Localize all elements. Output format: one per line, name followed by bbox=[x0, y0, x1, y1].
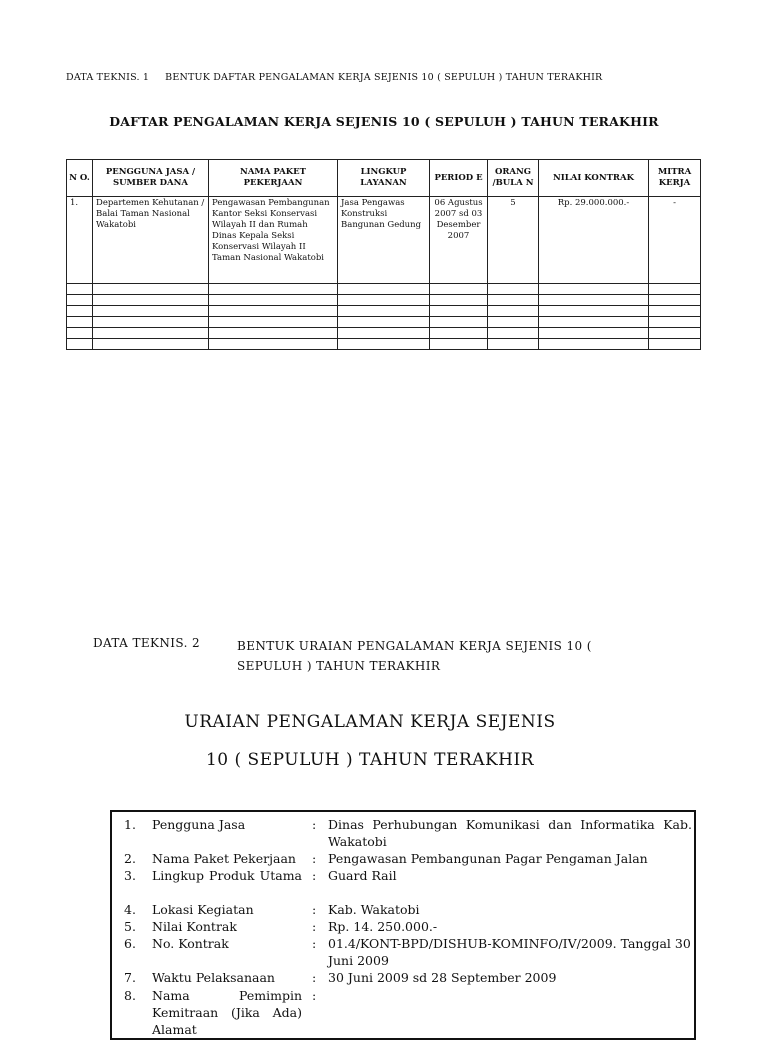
empty-row bbox=[67, 339, 701, 350]
item-number: 3. bbox=[124, 868, 136, 883]
item-label: Lokasi Kegiatan bbox=[152, 902, 254, 917]
cell-mitra: - bbox=[649, 197, 701, 284]
item-number: 2. bbox=[124, 851, 136, 866]
item-value: Pengawasan Pembangunan Pagar Pengaman Jalan bbox=[328, 851, 648, 866]
item-number: 1. bbox=[124, 817, 136, 832]
table-row bbox=[67, 197, 701, 284]
item-number: 7. bbox=[124, 970, 136, 985]
item-label: Nilai Kontrak bbox=[152, 919, 237, 934]
item-colon: : bbox=[312, 851, 317, 866]
col-header-nilai-kontrak: NILAI KONTRAK bbox=[539, 160, 649, 197]
section1-title: DAFTAR PENGALAMAN KERJA SEJENIS 10 ( SEPULUH ) TAHUN TERAKHIR bbox=[109, 114, 659, 129]
item-label: Nama Pemimpin Kemitraan (Jika Ada) Alamat bbox=[152, 988, 302, 1037]
item-label: No. Kontrak bbox=[152, 936, 229, 951]
empty-row bbox=[67, 317, 701, 328]
item-label: Waktu Pelaksanaan bbox=[152, 970, 275, 985]
cell-no: 1. bbox=[67, 197, 93, 284]
item-colon: : bbox=[312, 970, 317, 985]
section2-heading-line2: SEPULUH ) TAHUN TERAKHIR bbox=[237, 659, 441, 673]
col-header-periode: PERIOD E bbox=[430, 160, 488, 197]
item-value: Guard Rail bbox=[328, 868, 397, 883]
section1-heading-label: DATA TEKNIS. 1 bbox=[66, 72, 150, 83]
col-header-lingkup: LINGKUP LAYANAN bbox=[338, 160, 430, 197]
col-header-mitra: MITRA KERJA bbox=[649, 160, 701, 197]
item-value: Rp. 14. 250.000.- bbox=[328, 919, 438, 934]
item-number: 8. bbox=[124, 988, 136, 1003]
section2-title-line2: 10 ( SEPULUH ) TAHUN TERAKHIR bbox=[205, 750, 535, 770]
cell-lingkup: Jasa Pengawas Konstruksi Bangunan Gedung bbox=[338, 197, 430, 284]
empty-row bbox=[67, 328, 701, 339]
item-label: Nama Paket Pekerjaan bbox=[152, 851, 296, 866]
empty-row bbox=[67, 284, 701, 295]
col-header-orang-bulan: ORANG /BULA N bbox=[488, 160, 539, 197]
cell-orang-bulan: 5 bbox=[488, 197, 539, 284]
col-header-nama-paket: NAMA PAKET PEKERJAAN bbox=[209, 160, 338, 197]
item-value: 30 Juni 2009 sd 28 September 2009 bbox=[328, 970, 557, 985]
section1-heading bbox=[66, 72, 602, 83]
section2-heading-line1: BENTUK URAIAN PENGALAMAN KERJA SEJENIS 10 ( bbox=[237, 639, 592, 653]
col-header-pengguna: PENGGUNA JASA / SUMBER DANA bbox=[93, 160, 209, 197]
col-header-no: N O. bbox=[67, 160, 93, 197]
item-label: Lingkup Produk Utama bbox=[152, 868, 302, 883]
item-number: 6. bbox=[124, 936, 136, 951]
table-header-row bbox=[67, 160, 701, 197]
item-colon: : bbox=[312, 936, 317, 951]
item-colon: : bbox=[312, 988, 317, 1003]
empty-row bbox=[67, 306, 701, 317]
section2-heading-text bbox=[237, 636, 657, 676]
item-value: Kab. Wakatobi bbox=[328, 902, 420, 917]
item-value: 01.4/KONT-BPD/DISHUB-KOMINFO/IV/2009. Tanggal 30 Juni 2009 bbox=[328, 936, 691, 968]
item-colon: : bbox=[312, 919, 317, 934]
item-value: Dinas Perhubungan Komunikasi dan Informatika Kab. Wakatobi bbox=[328, 817, 692, 849]
section2-title-line1: URAIAN PENGALAMAN KERJA SEJENIS bbox=[184, 712, 556, 732]
cell-nama-paket: Pengawasan Pembangunan Kantor Seksi Konservasi Wilayah II dan Rumah Dinas Kepala Seksi Konservasi Wilayah II Taman Nasional Wakatobi bbox=[209, 197, 338, 284]
item-number: 4. bbox=[124, 902, 136, 917]
item-colon: : bbox=[312, 817, 317, 832]
section1-heading-text: BENTUK DAFTAR PENGALAMAN KERJA SEJENIS 10 ( SEPULUH ) TAHUN TERAKHIR bbox=[165, 72, 603, 83]
section2-heading-label: DATA TEKNIS. 2 bbox=[93, 636, 201, 650]
item-number: 5. bbox=[124, 919, 136, 934]
cell-nilai-kontrak: Rp. 29.000.000.- bbox=[539, 197, 649, 284]
experience-table bbox=[66, 159, 701, 350]
item-colon: : bbox=[312, 902, 317, 917]
item-label: Pengguna Jasa bbox=[152, 817, 246, 832]
cell-pengguna: Departemen Kehutanan / Balai Taman Nasional Wakatobi bbox=[93, 197, 209, 284]
experience-detail-box bbox=[110, 810, 696, 1040]
cell-periode: 06 Agustus 2007 sd 03 Desember 2007 bbox=[430, 197, 488, 284]
empty-row bbox=[67, 295, 701, 306]
item-colon: : bbox=[312, 868, 317, 883]
